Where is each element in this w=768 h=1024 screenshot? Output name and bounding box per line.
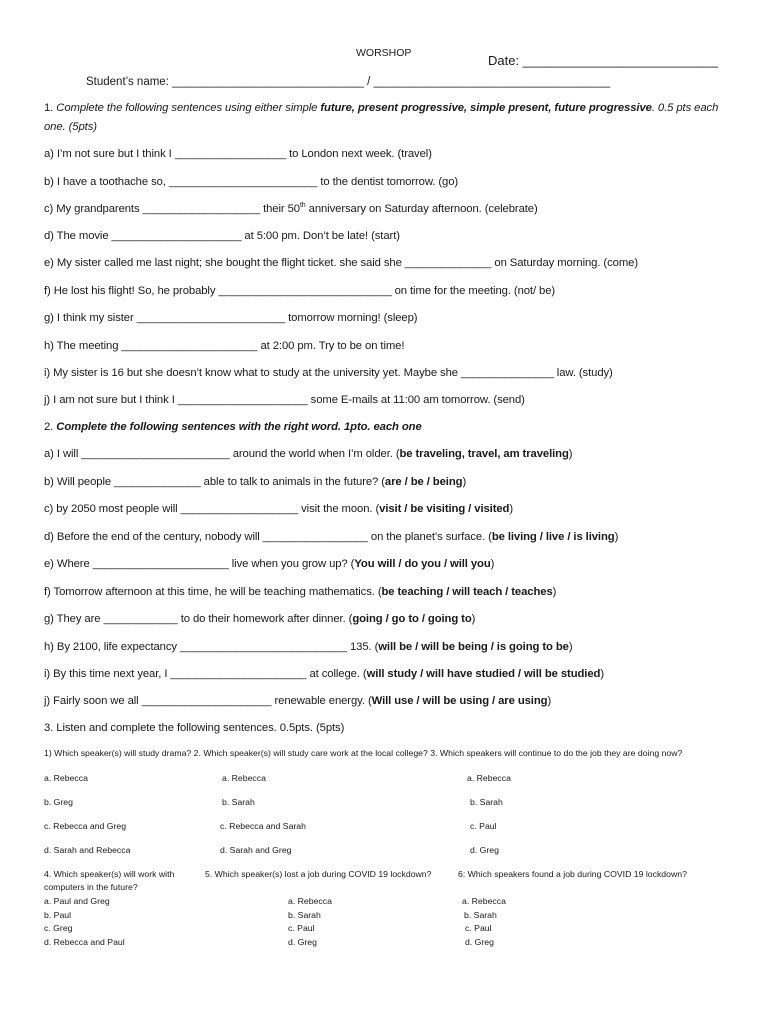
- q1-option-c: c. Rebecca and Greg: [44, 821, 127, 831]
- student-name-field: Student’s name: ______________________________ / _____________________________________: [86, 76, 611, 88]
- q4-text-cont: computers in the future?: [44, 882, 138, 892]
- s1-item-b: b) I have a toothache so, ________________________ to the dentist tomorrow. (go): [44, 176, 459, 188]
- q3-option-c: c. Paul: [470, 821, 497, 831]
- s1-item-i: i) My sister is 16 but she doesn’t know what to study at the university yet. Maybe she _______________ law. (study): [44, 367, 613, 379]
- s1-item-f: f) He lost his flight! So, he probably ____________________________ on time for the meeting. (not/ be): [44, 285, 556, 297]
- q6-text: 6: Which speakers found a job during COVID 19 lockdown?: [458, 869, 687, 879]
- q4-text: 4. Which speaker(s) will work with: [44, 869, 175, 879]
- s2-item-j: j) Fairly soon we all _____________________ renewable energy. (Will use / will be using / are using): [44, 695, 552, 707]
- q4-option-a: a. Paul and Greg: [44, 896, 110, 906]
- s2-item-d: d) Before the end of the century, nobody will _________________ on the planet’s surface. (be living / live / is living): [44, 531, 619, 543]
- s2-item-h: h) By 2100, life expectancy ___________________________ 135. (will be / will be being / is going to be): [44, 641, 573, 653]
- q5-option-c: c. Paul: [288, 923, 315, 933]
- q4-option-c: c. Greg: [44, 923, 73, 933]
- s2-item-c: c) by 2050 most people will ___________________ visit the moon. (visit / be visiting / visited): [44, 503, 514, 515]
- q5-option-a: a. Rebecca: [288, 896, 332, 906]
- date-field: Date: ___________________________: [488, 53, 718, 68]
- s2-item-b: b) Will people ______________ able to talk to animals in the future? (are / be / being): [44, 476, 467, 488]
- q6-option-b: b. Sarah: [464, 910, 497, 920]
- s2-item-e: e) Where ______________________ live when you grow up? (You will / do you / will you): [44, 558, 495, 570]
- section2-instructions: 2. Complete the following sentences with the right word. 1pto. each one: [44, 421, 422, 433]
- q2-option-c: c. Rebecca and Sarah: [220, 821, 306, 831]
- s1-item-h: h) The meeting ______________________ at 2:00 pm. Try to be on time!: [44, 340, 405, 352]
- s2-item-g: g) They are ____________ to do their homework after dinner. (going / go to / going to): [44, 613, 476, 625]
- s1-item-d: d) The movie _____________________ at 5:00 pm. Don’t be late! (start): [44, 230, 400, 242]
- q4-option-b: b. Paul: [44, 910, 72, 920]
- q2-option-d: d. Sarah and Greg: [220, 845, 292, 855]
- section3-instructions: 3. Listen and complete the following sentences. 0.5pts. (5pts): [44, 722, 345, 734]
- q5-option-d: d. Greg: [288, 937, 317, 947]
- worksheet-title: WORSHOP: [356, 47, 412, 59]
- q4-option-d: d. Rebecca and Paul: [44, 937, 125, 947]
- q5-text: 5. Which speaker(s) lost a job during COVID 19 lockdown?: [205, 869, 432, 879]
- q5-option-b: b. Sarah: [288, 910, 321, 920]
- section1-instructions: 1. Complete the following sentences using either simple future, present progressive, simple present, future progressive. 0.5 pts each: [44, 102, 719, 114]
- s2-item-a: a) I will ________________________ around the world when I’m older. (be traveling, travel, am traveling): [44, 448, 573, 460]
- s3-questions-row1: 1) Which speaker(s) will study drama? 2. Which speaker(s) will study care work at the local college? 3. Which speakers will continue to do the job they are doing now?: [44, 748, 683, 758]
- s1-item-c: c) My grandparents ___________________ their 50th anniversary on Saturday afternoon. (celebrate): [44, 202, 538, 215]
- q3-option-a: a. Rebecca: [467, 773, 511, 783]
- section1-instructions-cont: one. (5pts): [44, 121, 97, 133]
- q3-option-b: b. Sarah: [470, 797, 503, 807]
- s2-item-i: i) By this time next year, I ______________________ at college. (will study / will have studied / will be studied): [44, 668, 604, 680]
- s1-item-j: j) I am not sure but I think I _____________________ some E-mails at 11:00 am tomorrow. (send): [44, 394, 525, 406]
- q1-option-b: b. Greg: [44, 797, 73, 807]
- q2-option-a: a. Rebecca: [222, 773, 266, 783]
- q6-option-c: c. Paul: [465, 923, 492, 933]
- q1-option-a: a. Rebecca: [44, 773, 88, 783]
- q6-option-a: a. Rebecca: [462, 896, 506, 906]
- q1-option-d: d. Sarah and Rebecca: [44, 845, 131, 855]
- s1-item-e: e) My sister called me last night; she bought the flight ticket. she said she ______________ on Saturday morning. (come): [44, 257, 638, 269]
- q6-option-d: d. Greg: [465, 937, 494, 947]
- q2-option-b: b. Sarah: [222, 797, 255, 807]
- s2-item-f: f) Tomorrow afternoon at this time, he will be teaching mathematics. (be teaching / will teach / teaches): [44, 586, 557, 598]
- q3-option-d: d. Greg: [470, 845, 499, 855]
- s1-item-a: a) I’m not sure but I think I __________________ to London next week. (travel): [44, 148, 432, 160]
- s1-item-g: g) I think my sister ________________________ tomorrow morning! (sleep): [44, 312, 418, 324]
